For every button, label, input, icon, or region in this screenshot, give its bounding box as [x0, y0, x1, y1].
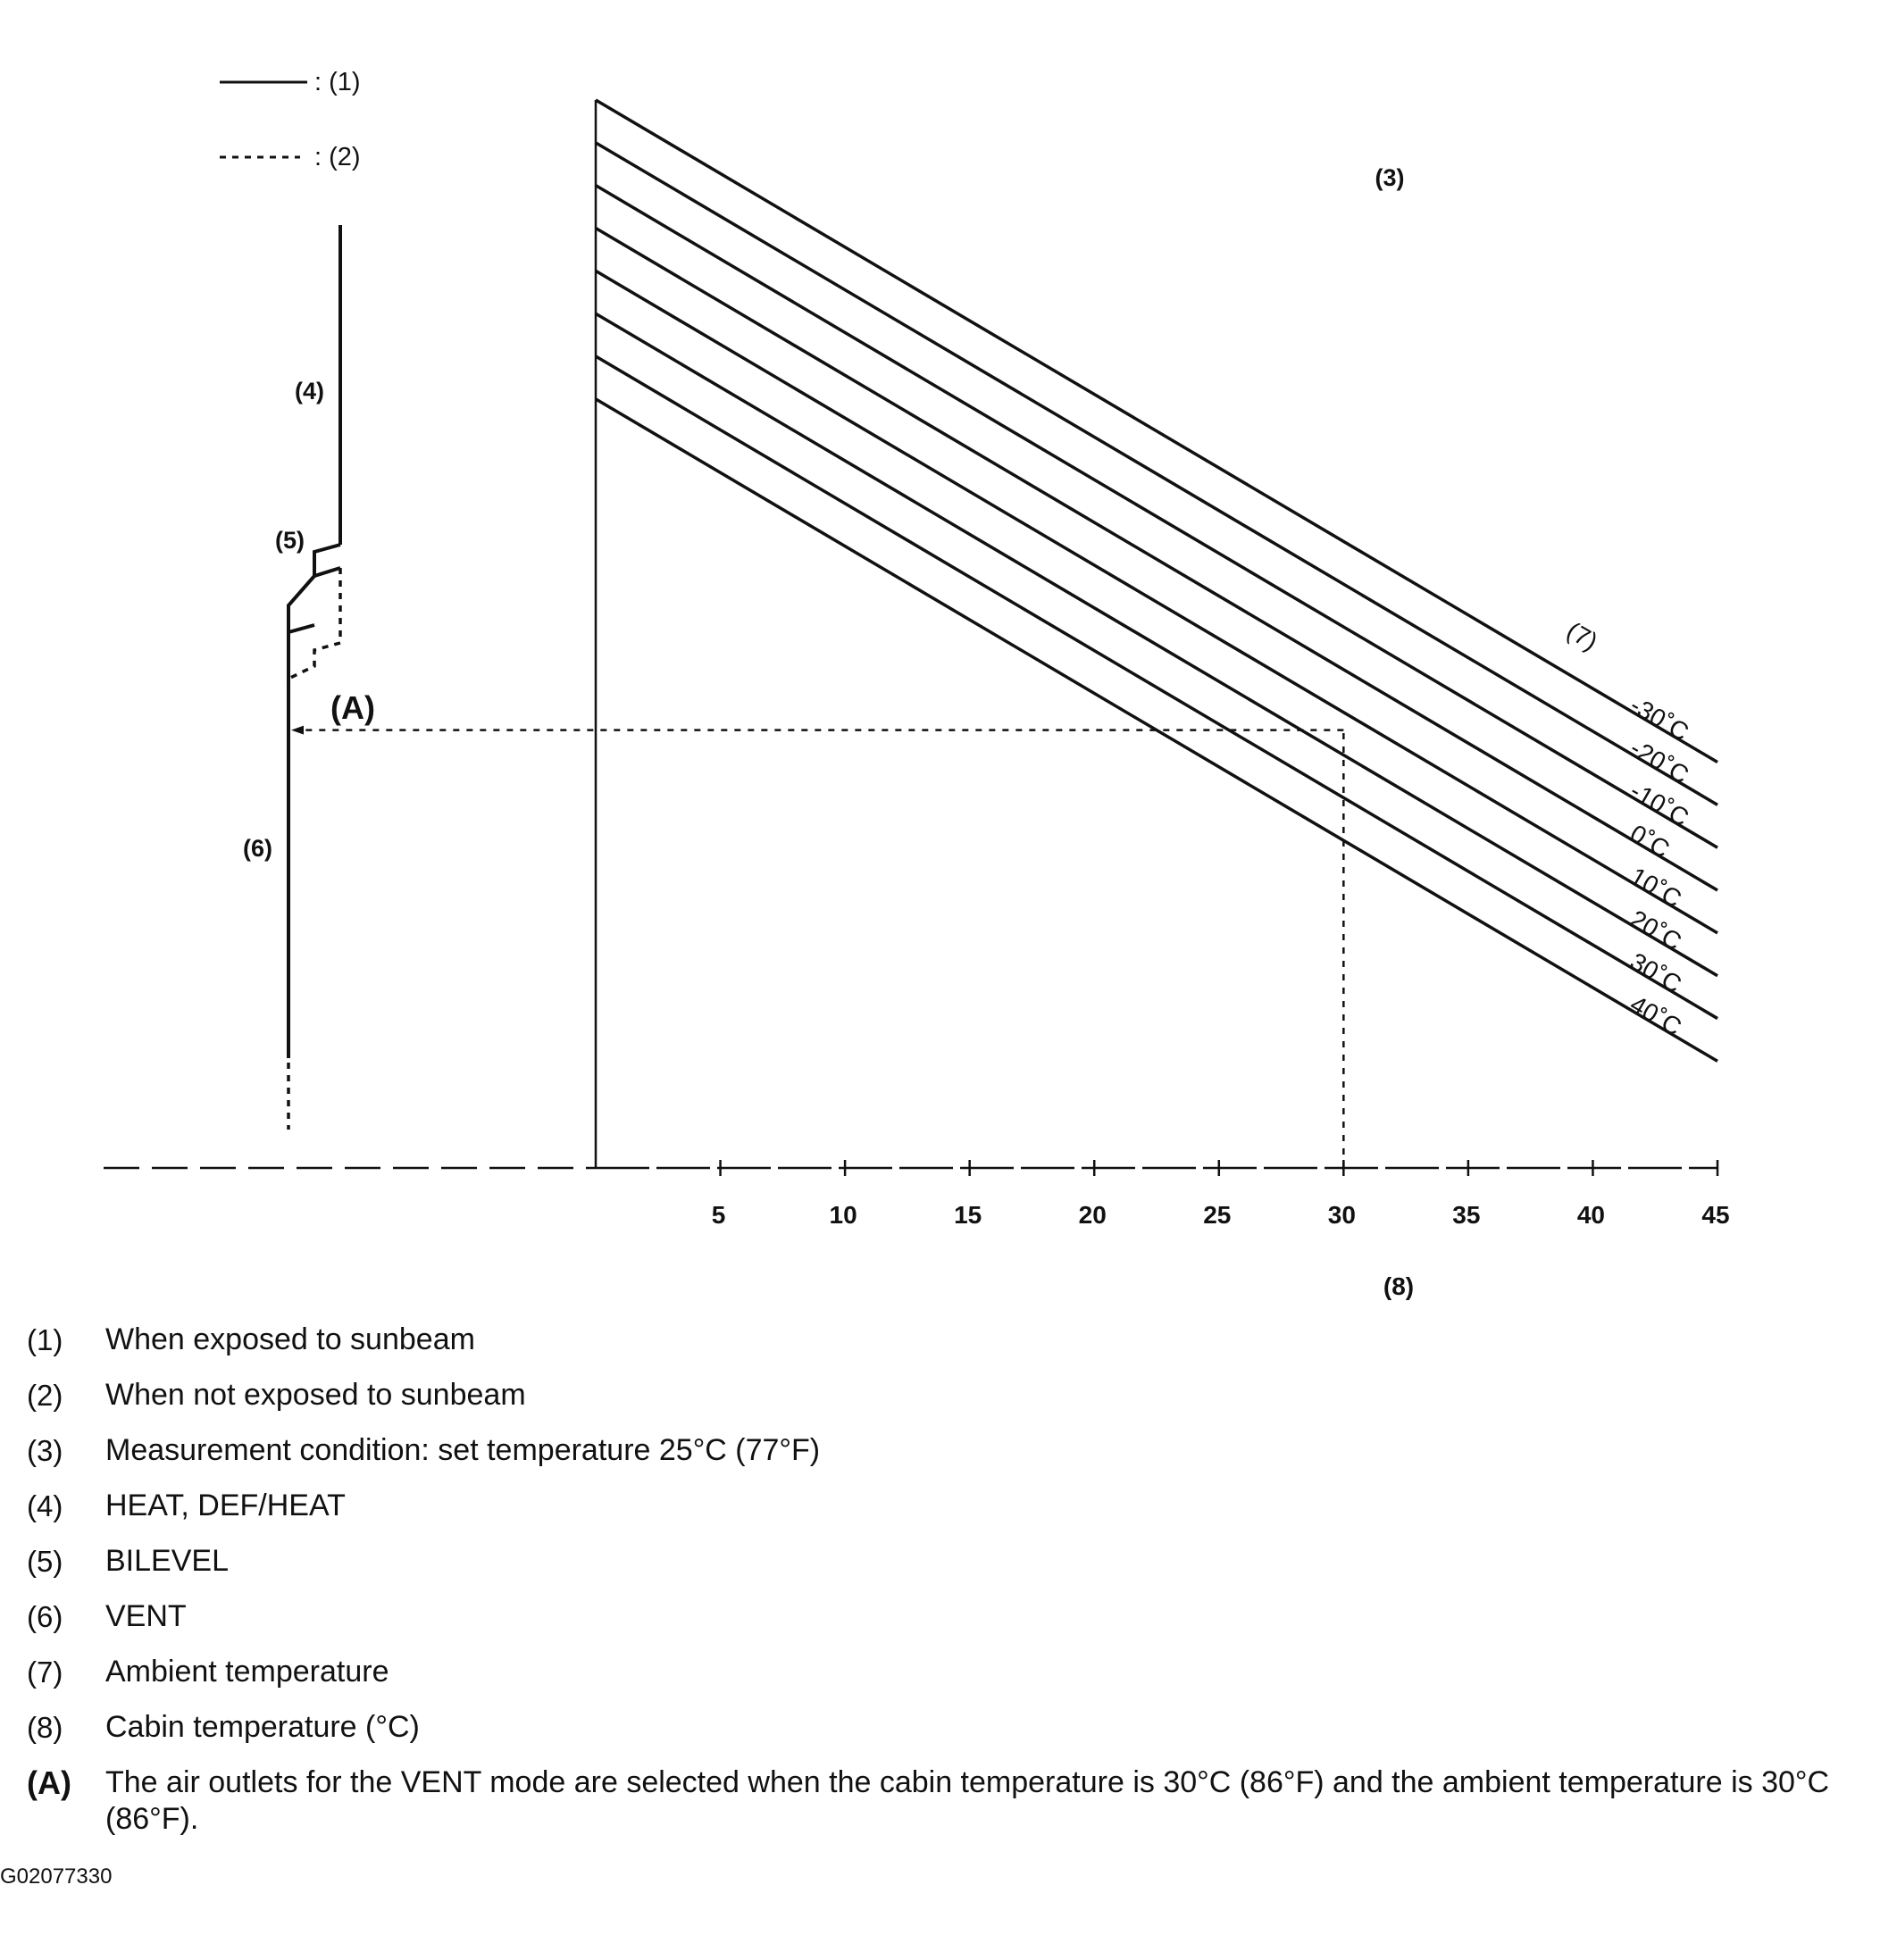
note-key: (1): [27, 1323, 63, 1356]
ambient-line-label: 20˚C: [1625, 905, 1687, 956]
ambient-line: [596, 229, 1717, 891]
ambient-line: [596, 186, 1717, 848]
x-tick-label: 25: [1203, 1201, 1232, 1229]
x-axis-ticks: [712, 1160, 1730, 1229]
note-key: (8): [27, 1711, 63, 1744]
ambient-line: [596, 271, 1717, 933]
x-tick-label: 45: [1701, 1201, 1730, 1229]
figure-code: G02077330: [0, 1864, 113, 1889]
example-vent-selection: [291, 726, 1343, 1168]
ambient-line: [596, 313, 1717, 976]
ambient-line-label: 10˚C: [1625, 862, 1687, 913]
note-item: [27, 1377, 1867, 1414]
ambient-line-label: 0˚C: [1625, 819, 1675, 863]
note-key: (A): [27, 1764, 71, 1801]
x-tick-label: 10: [829, 1201, 857, 1229]
x-tick-label: 15: [954, 1201, 982, 1229]
note-key: (7): [27, 1656, 63, 1689]
note-item: [27, 1488, 1867, 1524]
example-arrowhead: [291, 726, 304, 735]
ambient-line-label: 30˚C: [1625, 947, 1687, 999]
bilevel-step-lower: [288, 576, 314, 632]
note-item: [27, 1322, 1867, 1358]
note-key: (3): [27, 1434, 63, 1467]
condition-label: (3): [1375, 164, 1405, 191]
note-text: When not exposed to sunbeam: [105, 1378, 526, 1412]
mode-selector: [288, 225, 340, 1130]
mode-label-bilevel: (5): [275, 527, 305, 554]
note-item: [27, 1598, 1867, 1635]
note-text: Ambient temperature: [105, 1655, 389, 1689]
ambient-line-label: 40˚C: [1625, 989, 1687, 1041]
ambient-group-label: (7): [1562, 616, 1603, 656]
note-text: Measurement condition: set temperature 25°C (77°F): [105, 1433, 821, 1467]
ambient-temperature-lines: [596, 100, 1717, 1061]
ambient-line-label: -30˚C: [1625, 690, 1694, 746]
ambient-line: [596, 100, 1717, 763]
ambient-line-label: -20˚C: [1625, 733, 1694, 789]
note-item: [27, 1709, 1867, 1746]
note-text: When exposed to sunbeam: [105, 1322, 475, 1356]
note-text: Cabin temperature (°C): [105, 1710, 420, 1744]
x-tick-label: 35: [1452, 1201, 1481, 1229]
note-text: BILEVEL: [105, 1544, 229, 1578]
example-label: (A): [330, 689, 375, 726]
note-item: [27, 1764, 1867, 1838]
x-tick-label: 5: [711, 1201, 726, 1229]
legend-dotted-label: : (2): [314, 143, 361, 171]
note-key: (6): [27, 1600, 63, 1633]
note-text: The air outlets for the VENT mode are selected when the cabin temperature is 30°C (86°F) and the ambient temperature is 30°C (86°F).: [105, 1765, 1830, 1836]
note-key: (2): [27, 1379, 63, 1412]
note-item: [27, 1432, 1867, 1469]
note-item: [27, 1543, 1867, 1580]
x-tick-label: 40: [1576, 1201, 1606, 1229]
chart-legend: [220, 68, 361, 171]
note-text: HEAT, DEF/HEAT: [105, 1489, 346, 1522]
legend-solid-label: : (1): [314, 68, 361, 96]
bilevel-step-upper: [314, 545, 340, 576]
x-axis-label: (8): [1383, 1272, 1415, 1300]
mode-label-heat: (4): [295, 378, 324, 405]
note-key: (4): [27, 1489, 63, 1522]
notes-list: [27, 1322, 1867, 1856]
x-tick-label: 20: [1078, 1201, 1107, 1229]
note-text: VENT: [105, 1599, 187, 1633]
x-tick-label: 30: [1327, 1201, 1356, 1229]
ambient-line-label: -10˚C: [1625, 776, 1694, 832]
bilevel-step-unexposed: [288, 568, 340, 688]
ambient-line: [596, 356, 1717, 1019]
ambient-line: [596, 143, 1717, 805]
note-item: [27, 1654, 1867, 1690]
mode-label-vent: (6): [243, 835, 272, 862]
note-key: (5): [27, 1545, 63, 1578]
